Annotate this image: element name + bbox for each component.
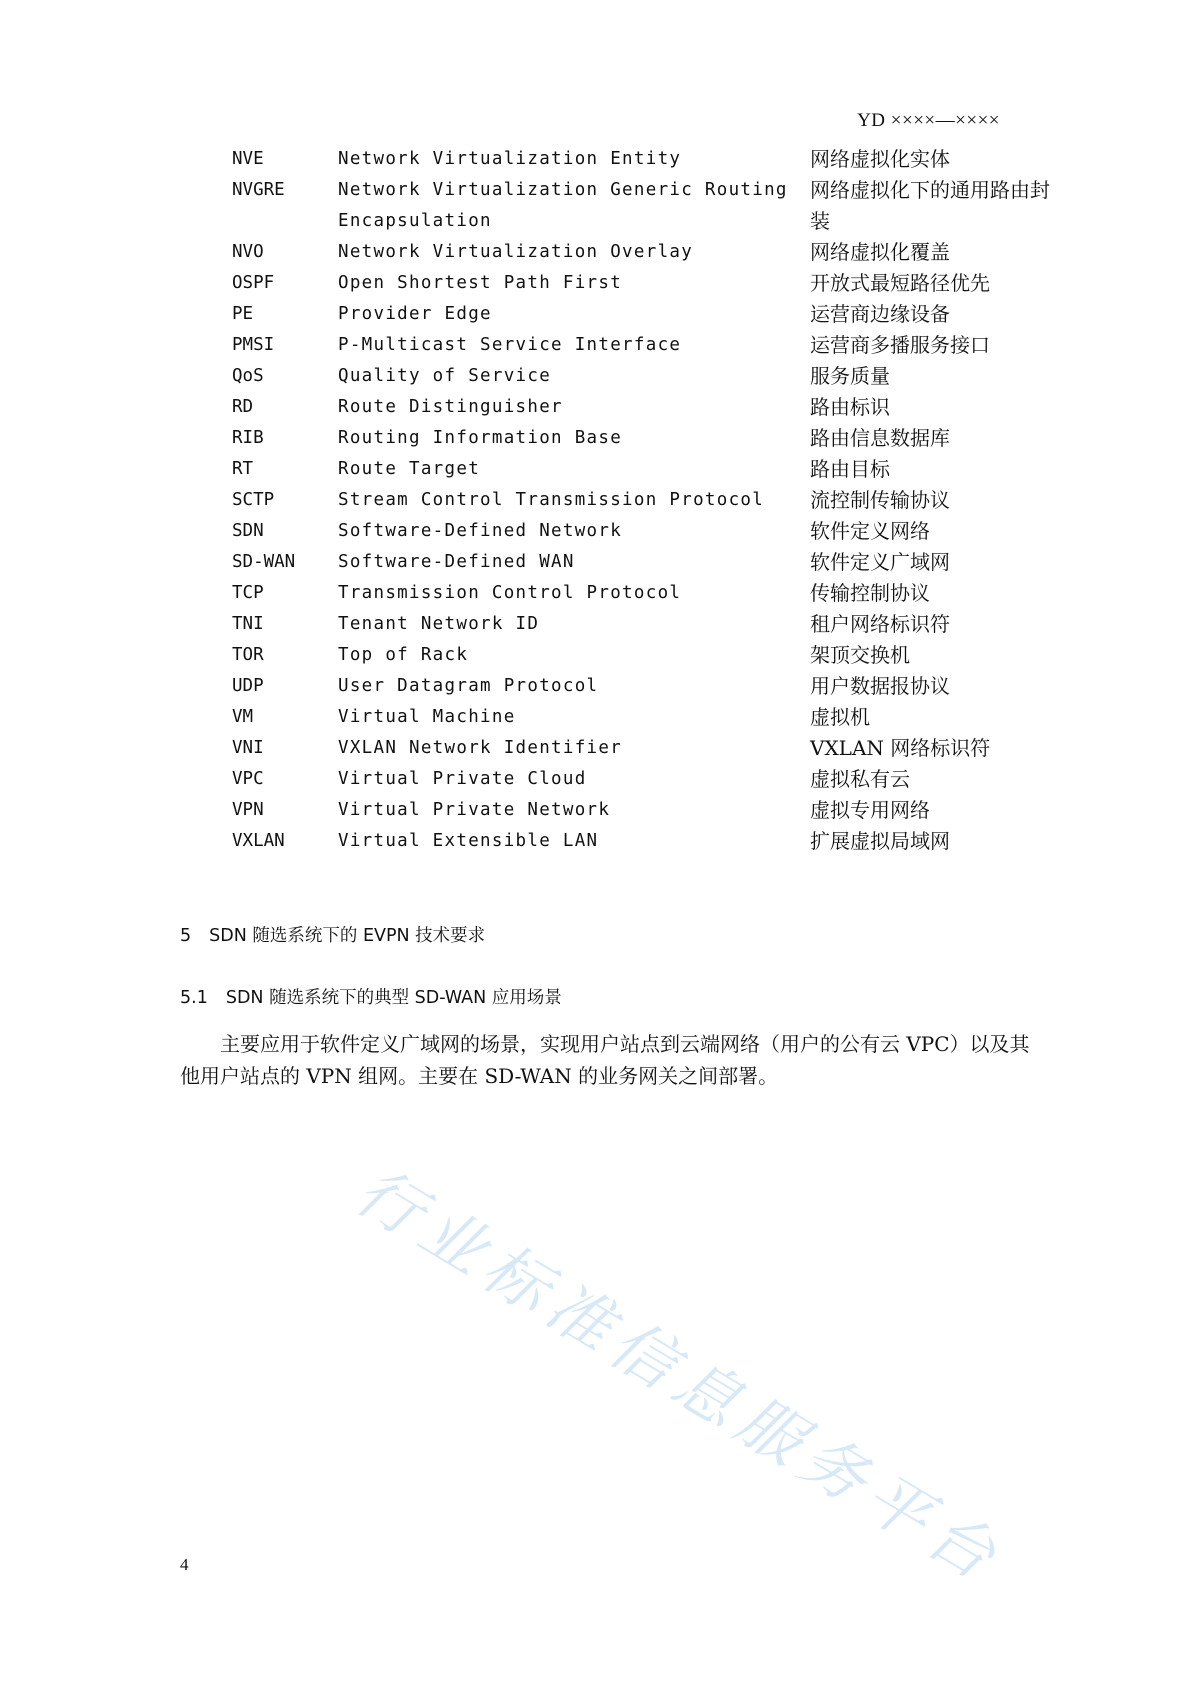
abbreviation-row (232, 795, 1062, 826)
abbreviation-row (232, 175, 1062, 237)
abbreviation-english: Route Target (338, 459, 481, 479)
abbreviation-row (232, 547, 1062, 578)
abbreviation-english: Tenant Network ID (338, 614, 540, 634)
abbreviation-row (232, 733, 1062, 764)
abbreviation-row (232, 640, 1062, 671)
abbreviation-row (232, 485, 1062, 516)
abbreviation-chinese: VXLAN 网络标识符 (810, 736, 991, 760)
abbreviation-code: OSPF (232, 273, 275, 293)
abbreviation-row (232, 361, 1062, 392)
section-5-1-heading (180, 984, 562, 1009)
abbreviation-row (232, 268, 1062, 299)
abbreviation-chinese: 虚拟私有云 (810, 767, 910, 791)
abbreviation-code: VM (232, 707, 254, 727)
abbreviation-code: TNI (232, 614, 264, 634)
abbreviation-chinese: 虚拟机 (810, 705, 870, 729)
abbreviation-row (232, 516, 1062, 547)
abbreviation-chinese: 网络虚拟化覆盖 (810, 240, 950, 264)
abbreviation-chinese: 软件定义网络 (810, 519, 930, 543)
abbreviation-english: Software-Defined Network (338, 521, 623, 541)
abbreviation-code: RD (232, 397, 254, 417)
abbreviation-row (232, 423, 1062, 454)
abbreviation-english: User Datagram Protocol (338, 676, 599, 696)
section-5-heading (180, 922, 485, 947)
abbreviation-chinese: 传输控制协议 (810, 581, 930, 605)
abbreviation-chinese: 运营商边缘设备 (810, 302, 950, 326)
abbreviation-code: VNI (232, 738, 264, 758)
abbreviation-table (232, 144, 1062, 857)
abbreviation-chinese: 路由标识 (810, 395, 890, 419)
abbreviation-english: Top of Rack (338, 645, 469, 665)
abbreviation-chinese: 网络虚拟化实体 (810, 147, 950, 171)
abbreviation-chinese: 流控制传输协议 (810, 488, 950, 512)
abbreviation-english: Virtual Private Network (338, 800, 611, 820)
abbreviation-chinese: 运营商多播服务接口 (810, 333, 990, 357)
abbreviation-english: Quality of Service (338, 366, 552, 386)
abbreviation-english: Software-Defined WAN (338, 552, 575, 572)
abbreviation-row (232, 144, 1062, 175)
abbreviation-row (232, 578, 1062, 609)
abbreviation-english: Virtual Extensible LAN (338, 831, 599, 851)
abbreviation-row (232, 299, 1062, 330)
abbreviation-code: SDN (232, 521, 264, 541)
abbreviation-code: VPN (232, 800, 264, 820)
abbreviation-row (232, 454, 1062, 485)
abbreviation-code: RIB (232, 428, 264, 448)
abbreviation-row (232, 826, 1062, 857)
section-title: SDN 随选系统下的 EVPN 技术要求 (209, 926, 486, 946)
abbreviation-row (232, 764, 1062, 795)
abbreviation-english: Provider Edge (338, 304, 492, 324)
abbreviation-row (232, 609, 1062, 640)
abbreviation-english: Stream Control Transmission Protocol (338, 490, 765, 510)
abbreviation-code: RT (232, 459, 254, 479)
abbreviation-row (232, 702, 1062, 733)
body-paragraph: 主要应用于软件定义广域网的场景，实现用户站点到云端网络（用户的公有云 VPC）以及其他用户站点的 VPN 组网。主要在 SD-WAN 的业务网关之间部署。 (180, 1032, 1030, 1088)
abbreviation-code: SD-WAN (232, 552, 296, 572)
abbreviation-english: Network Virtualization Generic Routing Encapsulation (338, 180, 788, 231)
abbreviation-row (232, 392, 1062, 423)
abbreviation-row (232, 671, 1062, 702)
abbreviation-code: TCP (232, 583, 264, 603)
abbreviation-chinese: 服务质量 (810, 364, 890, 388)
abbreviation-code: VPC (232, 769, 264, 789)
abbreviation-code: NVO (232, 242, 264, 262)
watermark-text: 行业标准信息服务平台 (342, 1154, 1016, 1599)
abbreviation-english: Network Virtualization Overlay (338, 242, 694, 262)
abbreviation-chinese: 虚拟专用网络 (810, 798, 930, 822)
abbreviation-chinese: 扩展虚拟局域网 (810, 829, 950, 853)
abbreviation-code: QoS (232, 366, 264, 386)
abbreviation-chinese: 网络虚拟化下的通用路由封装 (810, 178, 1050, 233)
abbreviation-english: Open Shortest Path First (338, 273, 623, 293)
abbreviation-row (232, 330, 1062, 361)
abbreviation-chinese: 架顶交换机 (810, 643, 910, 667)
abbreviation-english: Network Virtualization Entity (338, 149, 682, 169)
abbreviation-english: VXLAN Network Identifier (338, 738, 623, 758)
section-number: 5 (180, 926, 192, 946)
document-code-header: YD ××××—×××× (857, 110, 1000, 131)
abbreviation-english: Virtual Machine (338, 707, 516, 727)
abbreviation-chinese: 租户网络标识符 (810, 612, 950, 636)
abbreviation-english: Transmission Control Protocol (338, 583, 682, 603)
abbreviation-chinese: 开放式最短路径优先 (810, 271, 990, 295)
abbreviation-chinese: 软件定义广域网 (810, 550, 950, 574)
abbreviation-code: TOR (232, 645, 264, 665)
abbreviation-english: Routing Information Base (338, 428, 623, 448)
abbreviation-code: NVGRE (232, 180, 285, 200)
abbreviation-code: PMSI (232, 335, 275, 355)
abbreviation-row (232, 237, 1062, 268)
abbreviation-code: VXLAN (232, 831, 285, 851)
abbreviation-code: PE (232, 304, 254, 324)
abbreviation-code: NVE (232, 149, 264, 169)
section-title: SDN 随选系统下的典型 SD-WAN 应用场景 (225, 988, 562, 1008)
abbreviation-chinese: 路由目标 (810, 457, 890, 481)
abbreviation-english: Virtual Private Cloud (338, 769, 587, 789)
abbreviation-chinese: 路由信息数据库 (810, 426, 950, 450)
abbreviation-english: P-Multicast Service Interface (338, 335, 682, 355)
page-number: 4 (180, 1555, 189, 1574)
abbreviation-code: SCTP (232, 490, 275, 510)
section-number: 5.1 (180, 988, 208, 1008)
abbreviation-english: Route Distinguisher (338, 397, 563, 417)
abbreviation-code: UDP (232, 676, 264, 696)
abbreviation-chinese: 用户数据报协议 (810, 674, 950, 698)
